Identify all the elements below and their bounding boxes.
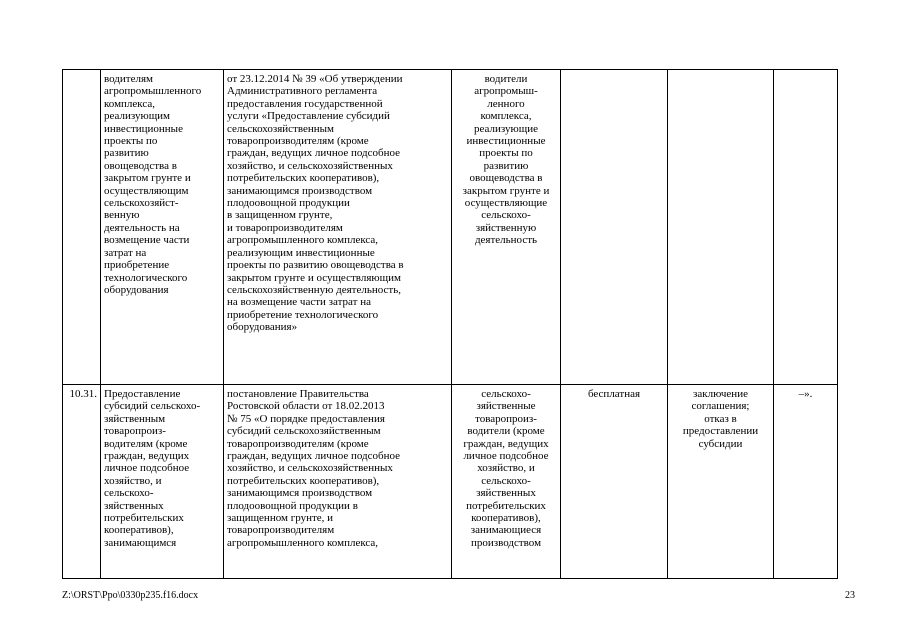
cell-text-line: кооперативов), [104,524,174,537]
cell-text-line: –». [798,388,813,400]
cell-text-line: в защищенном грунте, [227,209,333,222]
cell-text-line: затрат на [104,246,147,259]
cell-text-line: агропромышленного комплекса, [227,234,379,247]
cell-text-line: потребительских кооперативов), [227,172,380,185]
cell-text-line: соглашения; [691,400,750,413]
cell-text-line: Административного регламента [227,85,378,98]
cell-text-line: реализующим инвестиционные [227,246,375,259]
cell-text-line: хозяйство, и сельскохозяйственных [227,462,393,475]
cell-text-line: сельскохо- [481,388,531,400]
cell-text-line: граждан, ведущих [463,437,549,450]
legal-basis-cell [224,70,452,385]
cell-text-line: сельскохозяйственную деятельность, [227,283,401,296]
service-name-cell [101,70,224,385]
cell-text-line: овощеводства в [104,159,177,172]
row-number-cell [63,70,101,385]
recipients-cell [452,70,561,385]
services-table [62,69,838,579]
row-number-cell [63,385,101,579]
cell-text-line: граждан, ведущих [104,450,190,463]
cell-text-line: зяйственную [475,221,537,234]
cell-text-line: осуществляющим [104,184,189,197]
cell-text-line: водителям (кроме [104,437,188,450]
result-cell [668,385,774,579]
row-number: 10.31. [69,388,97,400]
cell-text-line: производством [470,536,542,549]
table-row [63,70,838,385]
cell-text-line: занимающимся производством [227,487,373,500]
cell-text-line: бесплатная [587,388,641,400]
cell-text-line: № 75 «О порядке предоставления [227,412,385,425]
cell-text-line: зяйственных [476,487,536,500]
fee-cell [561,385,668,579]
recipients-cell [452,385,561,579]
cell-text-line: товаропроизводителям (кроме [227,437,369,450]
cell-text-line: заключение [693,388,748,400]
cell-text-line: хозяйство, и сельскохозяйственных [227,159,393,172]
cell-text-line: ленного [487,97,525,110]
cell-text-line: Предоставление [104,388,181,400]
cell-text-line: сельскохозяйственным [227,122,334,135]
cell-text-line: технологического [104,271,188,284]
cell-text-line: сельскохо- [481,474,531,487]
cell-text-line: плодоовощной продукции [227,197,350,210]
legal-basis-cell [224,385,452,579]
cell-text-line: закрытом грунте и осуществляющим [227,271,401,284]
cell-text-line: зяйственные [476,400,536,413]
cell-text-line: комплекса, [480,110,532,123]
page-number: 23 [845,590,855,601]
cell-text-line: субсидий сельскохо- [104,400,201,413]
cell-text-line: предоставлении [682,425,759,438]
cell-text-line: деятельность на [104,221,180,234]
cell-text-line: кооперативов), [471,512,541,525]
cell-text-line: водители (кроме [467,425,545,438]
cell-text-line: сельскохо- [481,209,531,222]
cell-text-line: сельскохозяйст- [104,197,179,210]
cell-text-line: агропромыш- [474,85,538,98]
cell-text-line: потребительских [466,499,546,512]
cell-text-line: от 23.12.2014 № 39 «Об утверждении [227,73,403,85]
cell-text-line: инвестиционные [466,135,546,148]
cell-text-line: постановление Правительства [227,388,369,400]
cell-text-line: товаропроиз- [475,412,537,425]
cell-text-line: субсидий сельскохозяйственным [227,425,381,438]
cell-text-line: зяйственных [104,499,164,512]
cell-text-line: сельскохо- [104,487,154,500]
cell-text-line: деятельность [474,234,538,247]
cell-text-line: личное подсобное [104,462,190,475]
cell-text-line: оборудования» [227,321,298,334]
result-cell [668,70,774,385]
cell-text-line: водители [484,73,528,85]
cell-text-line: водителям [104,73,153,85]
cell-text-line: хозяйство, и [477,462,535,475]
cell-text-line: предоставления государственной [227,97,383,110]
cell-text-line: проекты по [104,135,158,148]
cell-text-line: инвестиционные [104,122,183,135]
cell-text-line: комплекса, [104,97,156,110]
cell-text-line: приобретение [104,259,170,272]
cell-text-line: занимающиеся [470,524,542,537]
table-row [63,385,838,579]
cell-text-line: реализующие [474,122,538,135]
cell-text-line: приобретение технологического [227,308,379,321]
cell-text-line: граждан, ведущих личное подсобное [227,450,401,463]
cell-text-line: товаропроиз- [104,425,166,438]
footer-file-path: Z:\ORST\Ppo\0330p235.f16.docx [62,590,199,601]
cell-text-line: и товаропроизводителям [227,221,343,234]
cell-text-line: занимающимся производством [227,184,373,197]
service-name-cell [101,385,224,579]
cell-text-line: венную [104,209,140,222]
cell-text-line: развитию [104,147,149,160]
cell-text-line: возмещение части [104,234,190,247]
cell-text-line: закрытом грунте и [462,184,550,197]
cell-text-line: товаропроизводителям [227,524,335,537]
cell-text-line: отказ в [704,412,737,425]
cell-text-line: закрытом грунте и [104,172,191,185]
note-cell [774,385,838,579]
cell-text-line: занимающимся [104,536,177,549]
cell-text-line: граждан, ведущих личное подсобное [227,147,401,160]
cell-text-line: оборудования [104,283,169,296]
cell-text-line: потребительских кооперативов), [227,474,380,487]
cell-text-line: проекты по развитию овощеводства в [227,259,404,272]
cell-text-line: агропромышленного комплекса, [227,536,379,549]
cell-text-line: проекты по [479,147,533,160]
cell-text-line: реализующим [104,110,171,123]
cell-text-line: услуги «Предоставление субсидий [227,110,390,123]
cell-text-line: товаропроизводителям (кроме [227,135,369,148]
cell-text-line: личное подсобное [463,450,549,463]
cell-text-line: хозяйство, и [104,474,162,487]
fee-cell [561,70,668,385]
cell-text-line: агропромышленного [104,85,202,98]
cell-text-line: субсидии [698,437,743,450]
cell-text-line: развитию [483,159,529,172]
cell-text-line: потребительских [104,512,184,525]
cell-text-line: на возмещение части затрат на [227,296,371,309]
cell-text-line: осуществляющие [464,197,548,210]
cell-text-line: плодоовощной продукции в [227,499,358,512]
cell-text-line: Ростовской области от 18.02.2013 [227,400,385,413]
cell-text-line: зяйственным [104,412,166,425]
note-cell [774,70,838,385]
cell-text-line: овощеводства в [469,172,543,185]
cell-text-line: защищенном грунте, и [227,512,334,525]
